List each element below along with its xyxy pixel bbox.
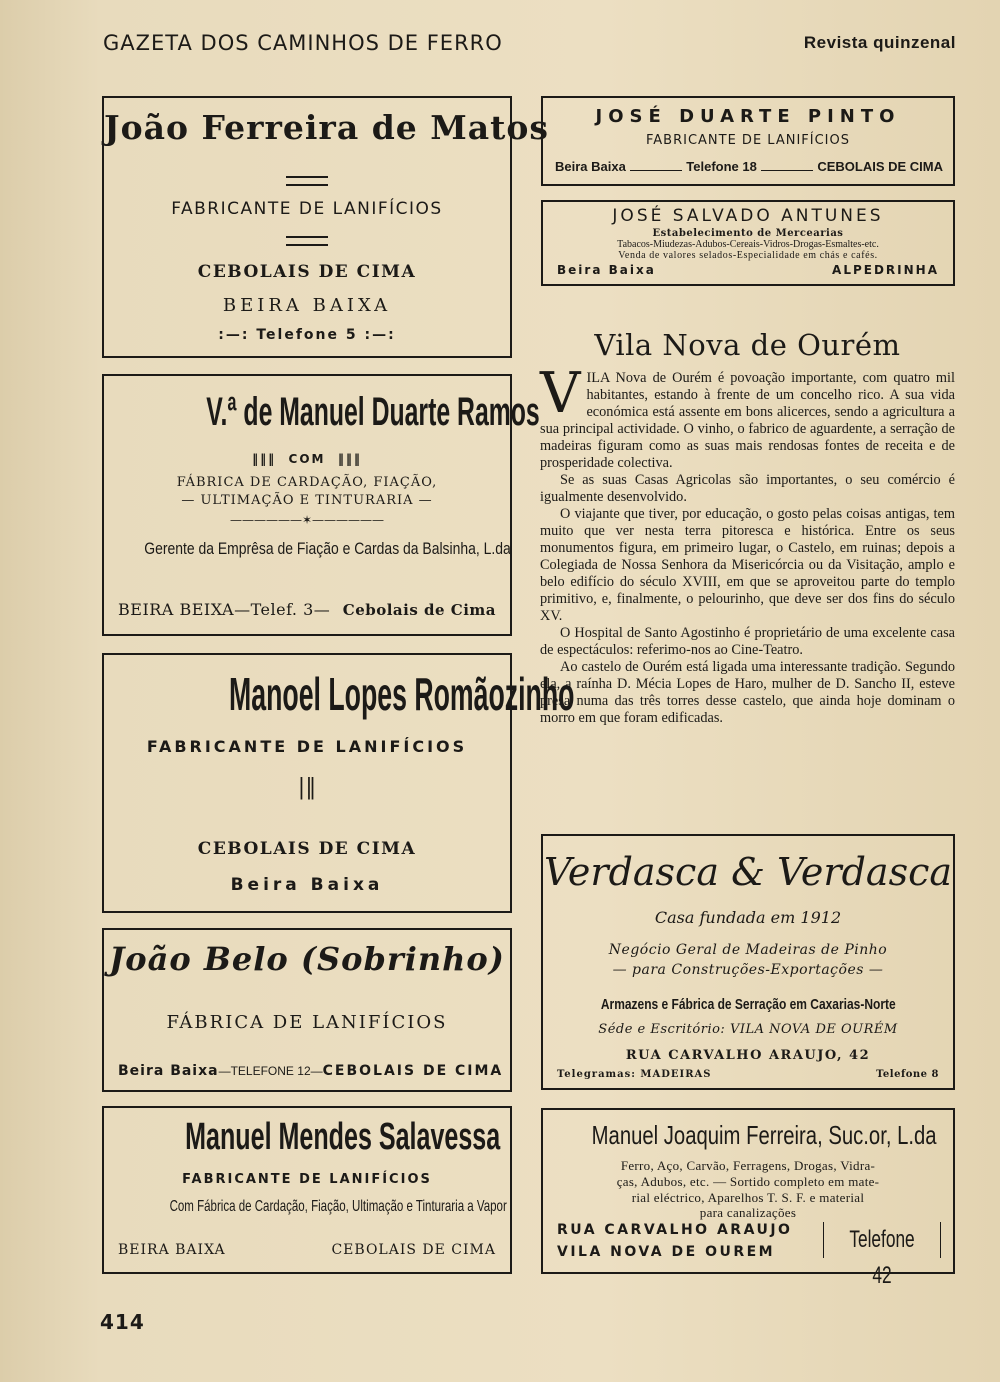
ad-name: JOSÉ DUARTE PINTO [595,106,901,127]
ad-line-2: — para Construções-Exportações — [612,962,884,978]
footer-right: CEBOLAIS DE CIMA [322,1063,504,1079]
footer-right: Telefone 8 [876,1069,939,1080]
ad-detail: Com Fábrica de Cardação, Fiação, Ultimação e Tinturaria a Vapor [169,1198,507,1215]
rule [761,170,813,171]
ad-line-1: Negócio Geral de Madeiras de Pinho [608,942,888,958]
ad-type: Estabelecimento de Mercearias [652,228,844,239]
article-paragraph: O viajante que tiver, por educação, o gosto pelas coisas antigas, tem muito que ver nesta terra pitoresca e histórica. Entre os seus monumentos figura, em primeiro lugar, o Castelo, em ruinas; depois a Colegiada de Nossa Senhora da Misericórcia ou da Visitação, amplo e belo edifício do século XVIII, em que se aproveitou parte do templo primitivo, e, finalmente, o pelourinho, que deve ser dos fins do século XV. [540,506,955,624]
article-paragraph: Ao castelo de Ourém está ligada uma interessante tradição. Segundo ela, a raínha D. Mécia Lopes de Haro, mulher de D. Sancho II, esteve presa numa das três torres desse castelo, que ainda hoje dominam o morro em que foram edificadas. [540,659,955,726]
ad-phone: :—: Telefone 5 :—: [218,327,396,343]
journal-subtitle: Revista quinzenal [803,33,956,52]
footer-left: Telegramas: MADEIRAS [557,1069,712,1080]
ad-footer [557,263,939,277]
ad-verdasca [541,834,955,1090]
article-paragraph: VILA Nova de Ourém é povoação importante, com quatro mil habitantes, estando à frente de um concelho rico. A sua vida económica está assente em bons alicerces, sendo a agricultura a sua principal actividade. O vinho, o fabrico de aguardente, a serração de madeiras figuram como as suas mais rendosas fontes de receita e de prosperidade colectiva. [540,361,955,471]
footer-right: CEBOLAIS DE CIMA [331,1242,496,1258]
footer-left: BEIRA BEIXA—Telef. 3— [118,600,331,619]
article-title: Vila Nova de Ourém [594,328,901,362]
ad-place: CEBOLAIS DE CIMA [197,262,417,282]
ad-line-4: Séde e Escritório: VILA NOVA DE OURÉM [598,1022,898,1037]
ad-trade: FABRICANTE DE LANIFÍCIOS [171,199,443,219]
ad-region: BEIRA BAIXA [222,295,392,316]
footer-mid: —TELEFONE 12— [218,1064,323,1078]
footer-left: Beira Baixa [118,1063,219,1079]
ad-line-4: para canalizações [699,1205,797,1220]
ornament-rule: ——————✶—————— [229,513,385,527]
ad-name: João Belo (Sobrinho) [109,940,505,978]
double-rule [104,176,510,186]
footer-left: BEIRA BAIXA [118,1242,226,1258]
article-paragraph: Se as suas Casas Agricolas são importantes, o seu comércio é igualmente desenvolvido. [540,472,955,505]
ad-place: CEBOLAIS DE CIMA [197,839,417,859]
article-body [540,361,955,727]
ad-com: ‖‖‖ COM ‖‖‖ [252,452,362,466]
ad-footer [118,600,496,619]
double-rule [104,236,510,246]
ad-trade: FABRICANTE DE LANIFÍCIOS [182,1172,432,1187]
ad-trade: FABRICANTE DE LANIFÍCIOS [146,737,468,756]
ad-jose-duarte-pinto [541,96,955,186]
ad-footer [118,1063,504,1079]
ad-name: V.ª de Manuel Duarte Ramos [206,390,540,434]
footer-left: Beira Baixa [557,263,656,277]
ad-line-2: — ULTIMAÇÃO E TINTURARIA — [181,493,433,508]
footer-right: CEBOLAIS DE CIMA [817,159,943,174]
ad-trade: FÁBRICA DE LANIFÍCIOS [166,1012,448,1033]
ad-romaozinho [102,653,575,913]
journal-title: GAZETA DOS CAMINHOS DE FERRO [103,31,503,55]
article-paragraph: O Hospital de Santo Agostinho é proprietário de uma excelente casa de espectáculos: referimo-nos ao Cine-Teatro. [540,625,955,658]
ad-footer [118,1242,496,1258]
footer-mid: Telefone 18 [686,159,757,174]
ad-line-2: Venda de valores selados-Especialidade em chás e cafés. [618,250,878,261]
rule [630,170,682,171]
ad-footer [557,1069,939,1080]
ad-line-3: rial eléctrico, Aparelhos T. S. F. e material [631,1190,865,1205]
ad-jose-salvado-antunes [541,200,955,286]
ad-line-1: Tabacos-Miudezas-Adubos-Cereais-Vidros-Drogas-Esmaltes-etc. [617,239,879,250]
ad-name: JOSÉ SALVADO ANTUNES [612,206,884,226]
ad-manuel-duarte-ramos [102,374,540,636]
ad-line-1: FÁBRICA DE CARDAÇÃO, FIAÇÃO, [176,475,438,490]
ad-town: VILA NOVA DE OUREM [557,1244,776,1260]
page-number: 414 [100,1310,145,1334]
divider-ornament: |‖ [297,775,317,800]
ad-region: Beira Baixa [230,875,384,895]
drop-cap: V [540,361,581,426]
ad-street: RUA CARVALHO ARAUJO [557,1222,793,1238]
ad-line-1: Ferro, Aço, Carvão, Ferragens, Drogas, Vidra- [620,1158,876,1173]
ad-name: João Ferreira de Matos [104,108,549,147]
footer-left: Beira Baixa [555,159,626,174]
ad-founded: Casa fundada em 1912 [654,908,842,927]
ad-trade: FABRICANTE DE LANIFÍCIOS [645,133,850,148]
ad-manuel-joaquim-ferreira [541,1108,955,1289]
ad-address: RUA CARVALHO ARAUJO, 42 [625,1048,871,1063]
footer-right: Cebolais de Cima [342,601,496,619]
ad-name: Manuel Mendes Salavessa [185,1116,501,1158]
ad-salavessa [102,1106,512,1274]
footer-right: ALPEDRINHA [832,263,939,277]
ad-footer [555,159,943,175]
ad-joao-ferreira-de-matos [102,96,549,358]
ad-name: Manuel Joaquim Ferreira, Suc.or, L.da [591,1120,937,1150]
ad-name: Verdasca & Verdasca [543,850,953,894]
ad-manager: Gerente da Emprêsa de Fiação e Cardas da Balsinha, L.da [144,539,511,558]
ad-line-2: ças, Adubos, etc. — Sortido completo em mate- [616,1174,880,1189]
ad-phone: Telefone 42 [823,1222,941,1258]
ad-name: Manoel Lopes Romãozinho [229,668,575,720]
ad-line-3: Armazens e Fábrica de Serração em Caxarias-Norte [600,996,896,1013]
ad-joao-belo [102,928,512,1092]
